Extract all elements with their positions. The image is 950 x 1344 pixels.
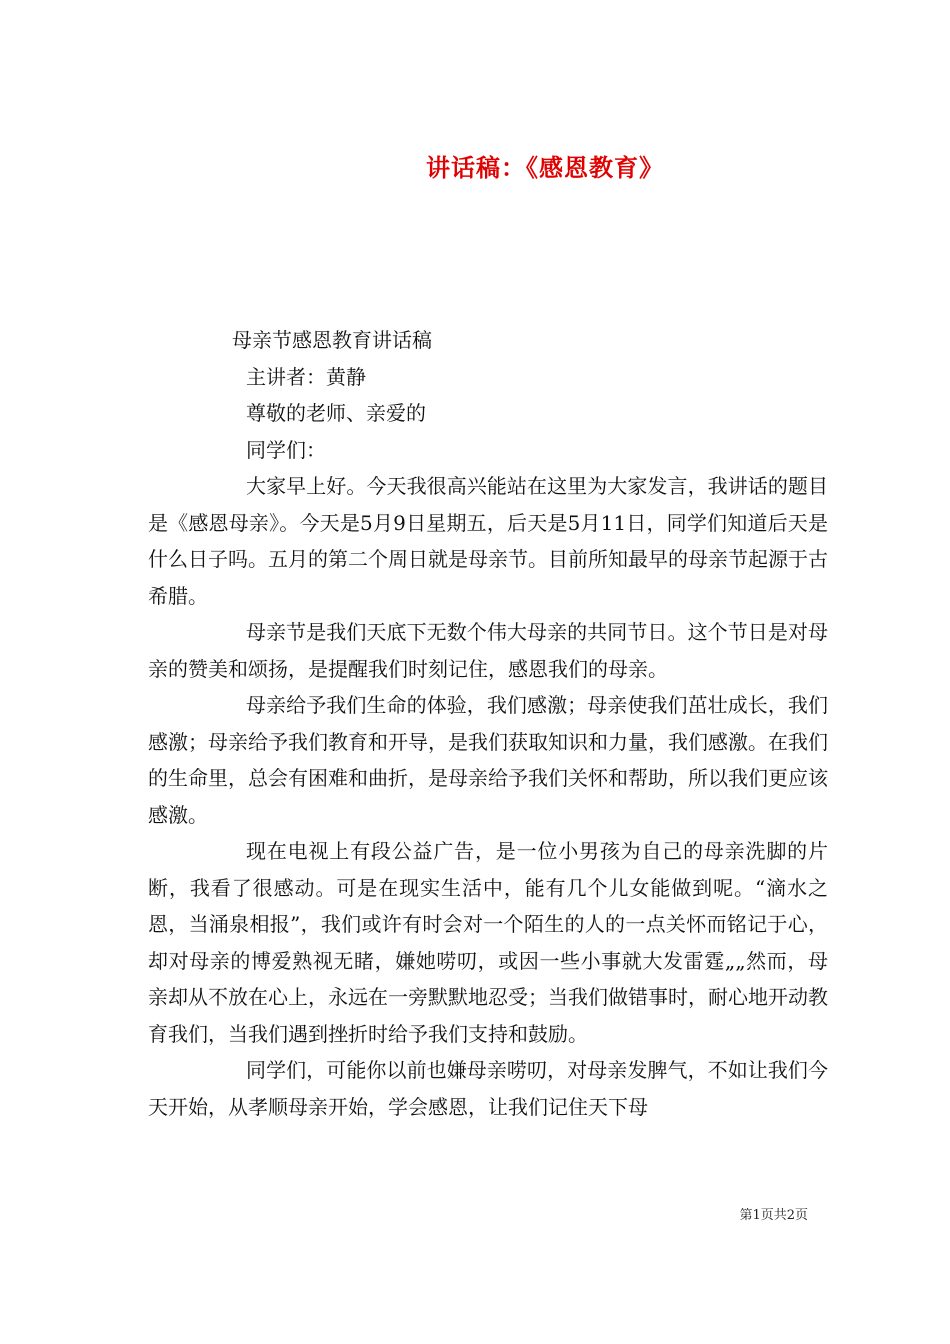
body-paragraph: 母亲给予我们生命的体验，我们感激；母亲使我们茁壮成长，我们感激；母亲给予我们教育和开导，是我们获取知识和力量，我们感激。在我们的生命里，总会有困难和曲折，是母亲给予我们关怀和帮助，所以我们更应该感激。 — [148, 693, 828, 827]
document-body — [148, 322, 828, 1125]
document-title: 讲话稿：《感恩教育》 — [426, 153, 664, 183]
speaker-line: 主讲者：黄静 — [246, 364, 366, 389]
body-paragraph: 母亲节是我们天底下无数个伟大母亲的共同节日。这个节日是对母亲的赞美和颂扬，是提醒我们时刻记住，感恩我们的母亲。 — [148, 620, 828, 681]
body-paragraph: 现在电视上有段公益广告，是一位小男孩为自己的母亲洗脚的片断，我看了很感动。可是在现实生活中，能有几个儿女能做到呢。“滴水之恩，当涌泉相报”，我们或许有时会对一个陌生的人的一点关怀而铭记于心，却对母亲的博爱熟视无睹，嫌她唠叨，或因一些小事就大发雷霆„„然而，母亲却从不放在心上，永远在一旁默默地忍受；当我们做错事时，耐心地开动教育我们，当我们遇到挫折时给予我们支持和鼓励。 — [148, 839, 828, 1046]
greeting-line: 同学们： — [246, 437, 326, 462]
speech-subtitle: 母亲节感恩教育讲话稿 — [232, 328, 432, 352]
page-number-footer: 第1页共2页 — [739, 1208, 808, 1223]
body-paragraph: 同学们，可能你以前也嫌母亲唠叨，对母亲发脾气，不如让我们今天开始，从孝顺母亲开始，学会感恩，让我们记住天下母 — [148, 1058, 828, 1119]
body-paragraph: 大家早上好。今天我很高兴能站在这里为大家发言，我讲话的题目是《感恩母亲》。今天是5月9日星期五，后天是5月11日，同学们知道后天是什么日子吗。五月的第二个周日就是母亲节。目前所知最早的母亲节起源于古希腊。 — [148, 474, 828, 608]
greeting-line: 尊敬的老师、亲爱的 — [246, 401, 426, 425]
